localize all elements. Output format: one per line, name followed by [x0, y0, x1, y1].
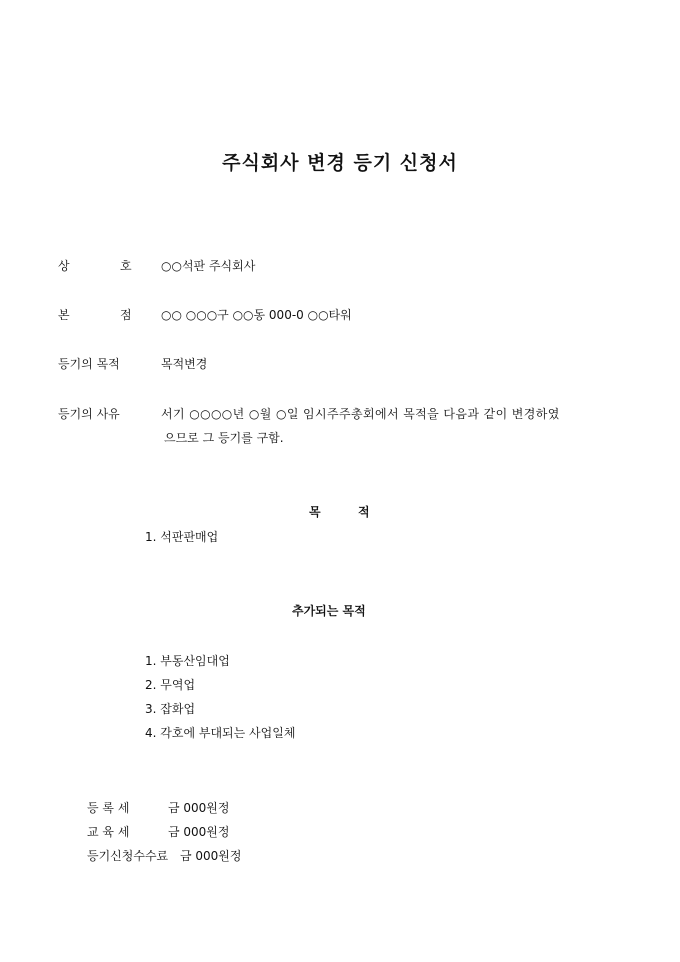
added-objectives-heading: 추가되는 목적 [292, 604, 366, 618]
added-item: 2. 무역업 [145, 678, 196, 692]
company-value: ○○석판 주식회사 [161, 259, 256, 273]
filing-fee-value: 금 000원정 [180, 849, 242, 863]
added-item: 3. 잡화업 [145, 702, 196, 716]
hq-label-a: 본 [58, 308, 70, 322]
registration-tax-label: 등 록 세 [87, 801, 130, 815]
reason-line-2: 으므로 그 등기를 구함. [164, 431, 284, 445]
education-tax-label: 교 육 세 [87, 825, 130, 839]
added-item: 1. 부동산임대업 [145, 654, 230, 668]
registration-tax-value: 금 000원정 [168, 801, 230, 815]
company-label-a: 상 [58, 259, 70, 273]
reason-label: 등기의 사유 [58, 407, 120, 421]
hq-label-b: 점 [120, 308, 132, 322]
filing-fee-label: 등기신청수수료 [87, 849, 169, 863]
document-title: 주식회사 변경 등기 신청서 [222, 152, 458, 174]
objectives-heading-a: 목 [309, 505, 321, 519]
education-tax-value: 금 000원정 [168, 825, 230, 839]
added-item: 4. 각호에 부대되는 사업일체 [145, 726, 296, 740]
objectives-heading-b: 적 [358, 505, 370, 519]
purpose-value: 목적변경 [161, 357, 208, 371]
objective-item: 1. 석판판매업 [145, 530, 219, 544]
reason-line-1: 서기 ○○○○년 ○월 ○일 임시주주총회에서 목적을 다음과 같이 변경하였 [161, 407, 560, 421]
company-label-b: 호 [120, 259, 132, 273]
hq-value: ○○ ○○○구 ○○동 000-0 ○○타워 [161, 308, 352, 322]
purpose-label: 등기의 목적 [58, 357, 120, 371]
